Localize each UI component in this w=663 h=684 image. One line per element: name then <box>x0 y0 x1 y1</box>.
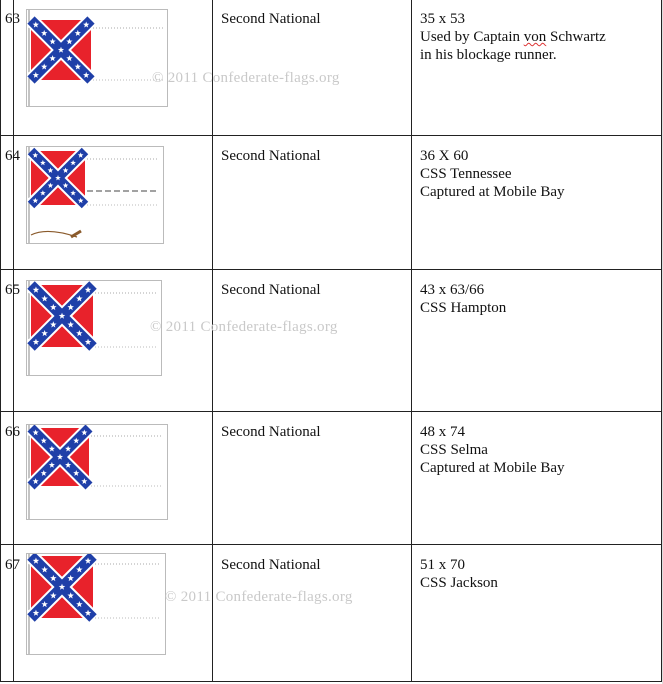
flag-number: 65 <box>1 270 14 412</box>
flag-note-line: CSS Tennessee <box>420 166 512 182</box>
flag-note-line: CSS Jackson <box>420 575 498 591</box>
watermark-row-63: © 2011 Confederate-flags.org <box>152 70 340 86</box>
flag-image-cell <box>14 0 213 136</box>
flag-notes <box>412 0 662 136</box>
flag-image <box>26 424 168 520</box>
flag-number: 64 <box>1 136 14 270</box>
flag-number: 67 <box>1 545 14 682</box>
flag-type: Second National <box>213 412 412 545</box>
flag-image <box>26 146 164 244</box>
flag-note-line: 35 x 53 <box>420 11 465 27</box>
watermark-row-67: © 2011 Confederate-flags.org <box>165 589 353 605</box>
flag-note-line: 51 x 70 <box>420 557 465 573</box>
flag-type: Second National <box>213 270 412 412</box>
flag-image-cell <box>14 136 213 270</box>
flag-note-line: Captured at Mobile Bay <box>420 460 565 476</box>
flag-note-line: Used by Captain von Schwartz <box>420 29 606 45</box>
flag-type: Second National <box>213 136 412 270</box>
flag-image-cell <box>14 412 213 545</box>
flag-image-cell <box>14 270 213 412</box>
flag-note-line: CSS Selma <box>420 442 488 458</box>
flag-image <box>26 553 166 655</box>
flag-notes <box>412 136 662 270</box>
flag-note-line: 48 x 74 <box>420 424 465 440</box>
flag-number: 63 <box>1 0 14 136</box>
flag-note-line: in his blockage runner. <box>420 47 557 63</box>
flag-notes <box>412 545 662 682</box>
flag-note-line: CSS Hampton <box>420 300 507 316</box>
flag-row-65 <box>1 270 662 412</box>
flag-note-line: Captured at Mobile Bay <box>420 184 565 200</box>
flag-image <box>26 280 162 376</box>
watermark-row-65: © 2011 Confederate-flags.org <box>150 319 338 335</box>
flag-row-64 <box>1 136 662 270</box>
spellcheck-underline: von <box>523 29 547 45</box>
flag-image-cell <box>14 545 213 682</box>
flag-row-63 <box>1 0 662 136</box>
flag-number: 66 <box>1 412 14 545</box>
flag-note-line: 36 X 60 <box>420 148 469 164</box>
flag-type: Second National <box>213 0 412 136</box>
flag-note-line: 43 x 63/66 <box>420 282 485 298</box>
flag-row-66 <box>1 412 662 545</box>
flag-image <box>26 9 168 107</box>
flag-notes <box>412 270 662 412</box>
flag-notes <box>412 412 662 545</box>
flag-row-67 <box>1 545 662 682</box>
flag-type: Second National <box>213 545 412 682</box>
